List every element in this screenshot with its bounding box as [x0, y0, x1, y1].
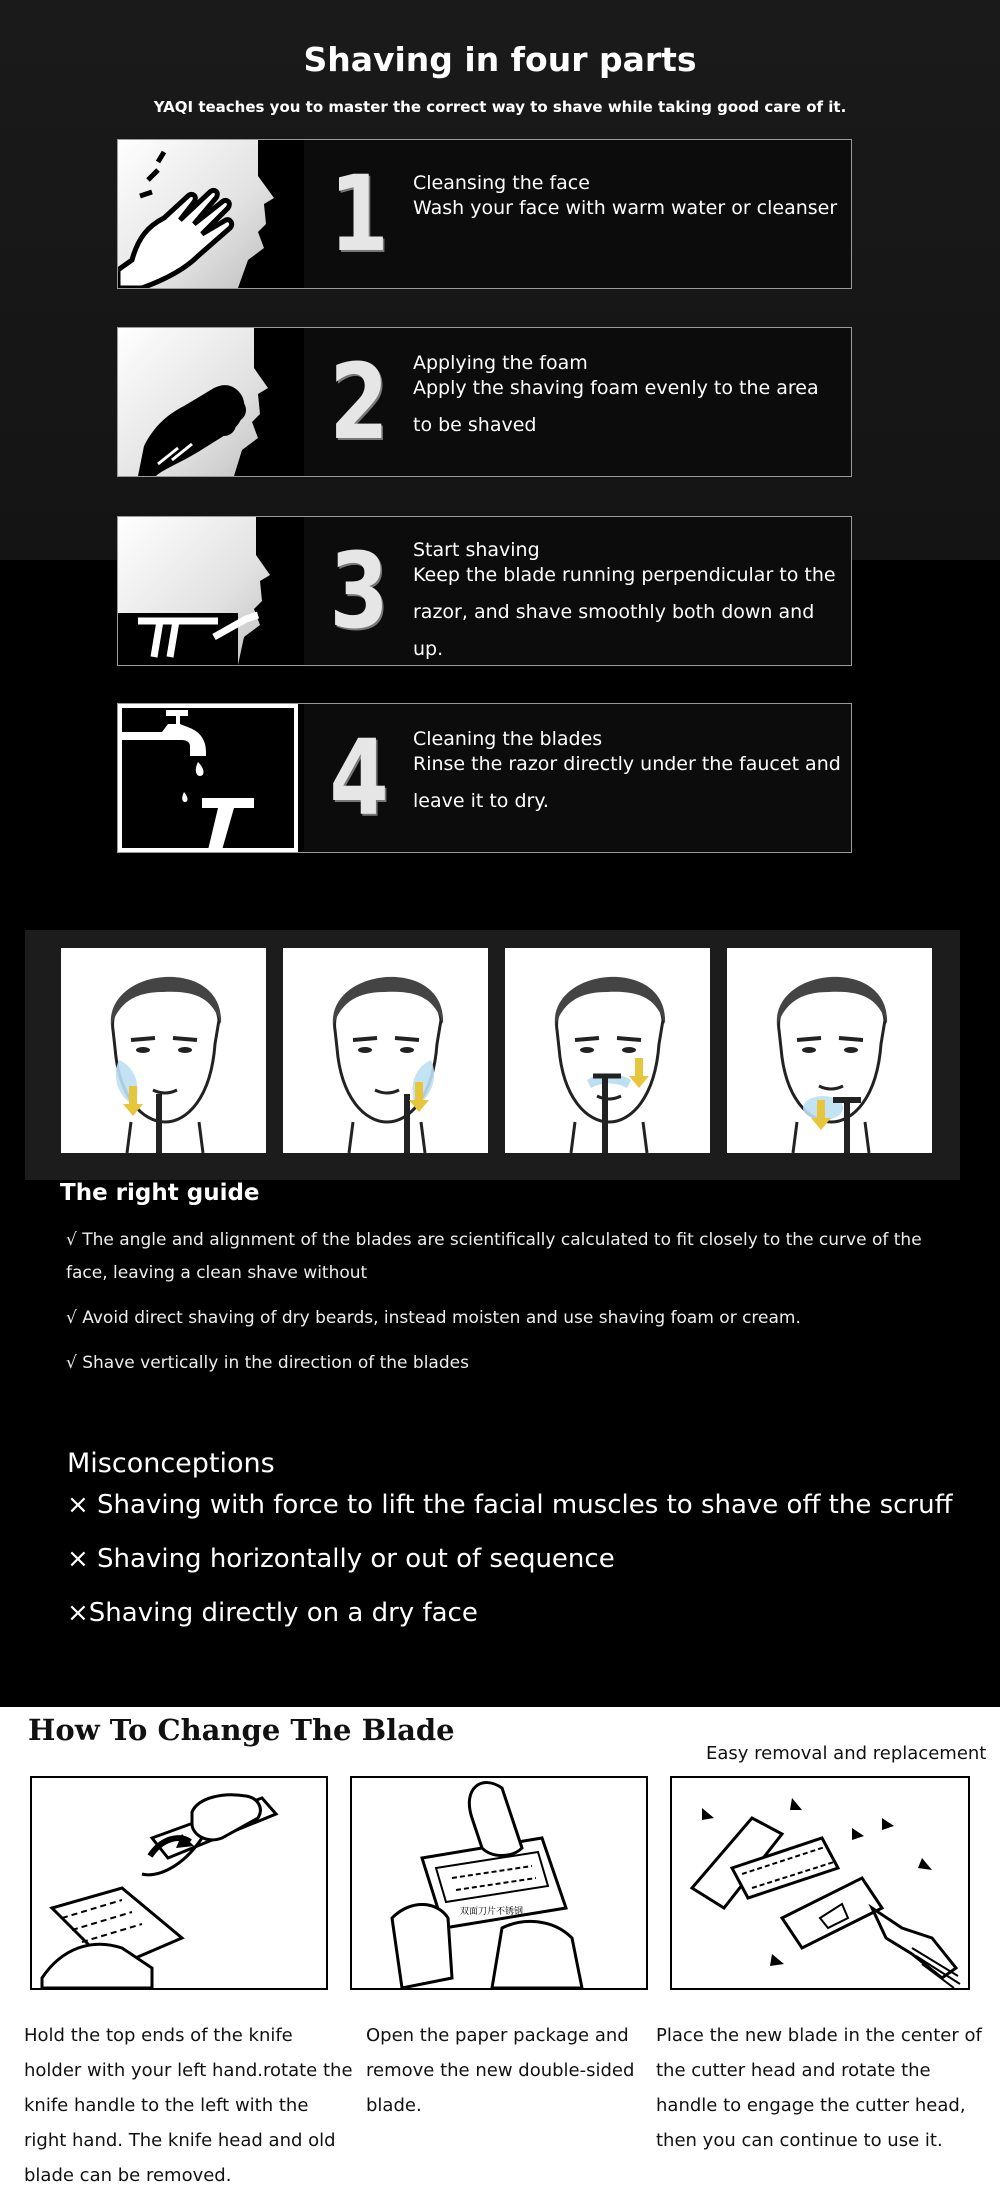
face-illustration-3 — [505, 948, 710, 1153]
step-number: 3 — [329, 530, 389, 652]
step-card-2 — [117, 327, 852, 477]
blade-section-subtitle: Easy removal and replacement — [706, 1743, 987, 1764]
misconception-item-3: ×Shaving directly on a dry face — [67, 1598, 478, 1628]
step-number: 4 — [329, 717, 389, 839]
step-desc: Rinse the razor directly under the faucet and leave it to dry. — [413, 753, 841, 812]
step-desc: Wash your face with warm water or cleanser — [413, 197, 838, 219]
blade-package-illustration — [350, 1776, 648, 1990]
step-card-1 — [117, 139, 852, 289]
unscrew-razor-illustration — [30, 1776, 328, 1990]
misconception-item-2: × Shaving horizontally or out of sequence — [67, 1544, 615, 1574]
step-card-4 — [117, 703, 852, 853]
page-title: Shaving in four parts — [303, 40, 697, 79]
blade-package-text: 双面刀片不锈钢 — [460, 1907, 524, 1917]
misconceptions-title: Misconceptions — [67, 1448, 275, 1479]
step-heading: Applying the foam — [413, 352, 588, 374]
step-number: 1 — [329, 153, 389, 275]
faucet-rinsing-razor-icon — [118, 704, 304, 852]
face-illustration-4 — [727, 948, 932, 1153]
hands-washing-face-icon — [118, 140, 304, 288]
blade-step-1-text: Hold the top ends of the knife holder with your left hand.rotate the knife handle to the left with the right hand. The knife head and old blade can be removed. — [24, 2025, 353, 2186]
blade-step-3-text: Place the new blade in the center of the cutter head and rotate the handle to engage the cutter head, then you can continue to use it. — [656, 2025, 982, 2151]
razor-shaving-icon — [118, 517, 304, 665]
insert-blade-illustration — [670, 1776, 970, 1990]
step-card-3 — [117, 516, 852, 666]
blade-step-2-text: Open the paper package and remove the new double-sided blade. — [366, 2025, 635, 2116]
face-illustration-2 — [283, 948, 488, 1153]
step-desc: Keep the blade running perpendicular to the razor, and shave smoothly both down and up. — [413, 564, 836, 660]
page-subtitle: YAQI teaches you to master the correct way to shave while taking good care of it. — [153, 98, 847, 116]
guide-item-2: √ Avoid direct shaving of dry beards, instead moisten and use shaving foam or cream. — [66, 1308, 801, 1328]
hand-applying-foam-icon — [118, 328, 304, 476]
step-desc: Apply the shaving foam evenly to the area to be shaved — [413, 377, 819, 436]
face-guide-panel — [25, 930, 960, 1180]
face-illustration-1 — [61, 948, 266, 1153]
step-heading: Cleaning the blades — [413, 728, 603, 750]
guide-item-3: √ Shave vertically in the direction of the blades — [66, 1353, 469, 1373]
step-heading: Start shaving — [413, 539, 540, 561]
blade-section-title: How To Change The Blade — [28, 1713, 455, 1747]
step-number: 2 — [329, 341, 389, 463]
misconception-item-1: × Shaving with force to lift the facial muscles to shave off the scruff — [67, 1490, 953, 1520]
guide-item-1: √ The angle and alignment of the blades are scientifically calculated to fit closely to the curve of the face, leaving a clean shave without — [66, 1230, 922, 1283]
guide-title: The right guide — [60, 1180, 260, 1206]
step-heading: Cleansing the face — [413, 172, 590, 194]
